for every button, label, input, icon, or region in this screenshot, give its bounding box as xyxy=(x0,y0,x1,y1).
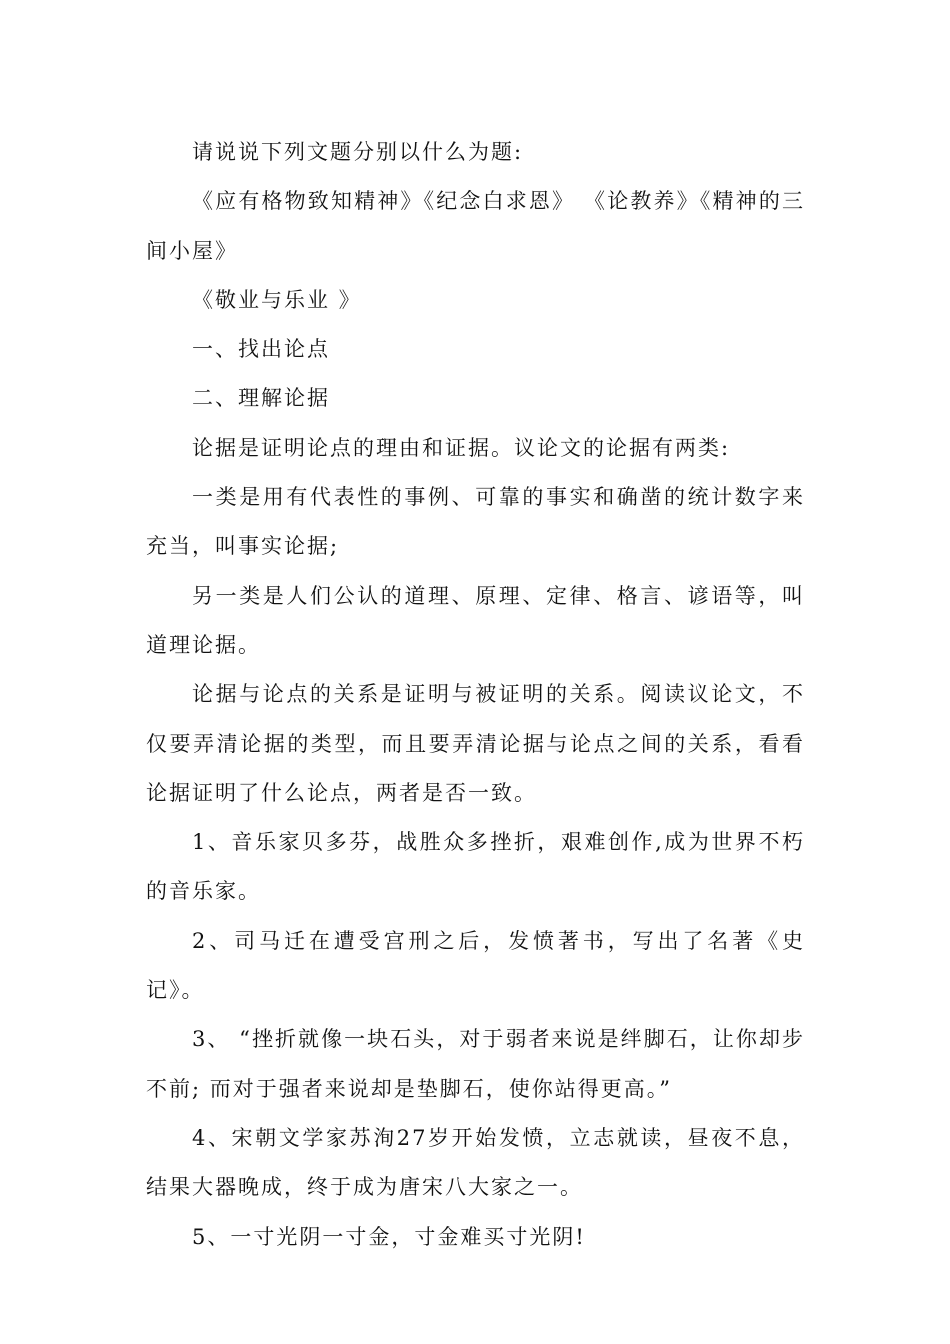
list-item-example-2: 2、司马迁在遭受宫刑之后，发愤著书，写出了名著《史记》。 xyxy=(146,928,805,1003)
paragraph-essay-titles: 《应有格物致知精神》《纪念白求恩》 《论教养》《精神的三间小屋》 xyxy=(146,189,805,263)
list-item-example-1: 1、音乐家贝多芬，战胜众多挫折，艰难创作,成为世界不朽的音乐家。 xyxy=(146,830,805,904)
section-heading-understand-evidence: 二、理解论据 xyxy=(192,386,330,411)
paragraph-question-intro: 请说说下列文题分别以什么为题: xyxy=(192,140,524,164)
paragraph-evidence-relationship: 论据与论点的关系是证明与被证明的关系。阅读议论文，不仅要弄清论据的类型，而且要弄清论据与论点之间的关系，看看论据证明了什么论点，两者是否一致。 xyxy=(146,682,805,805)
paragraph-essay-title-jingye: 《敬业与乐业 》 xyxy=(192,287,362,312)
paragraph-factual-evidence: 一类是用有代表性的事例、可靠的事实和确凿的统计数字来充当，叫事实论据; xyxy=(146,485,805,559)
list-item-example-4: 4、宋朝文学家苏洵27岁开始发愤，立志就读，昼夜不息，结果大器晚成，终于成为唐宋八大家之一。 xyxy=(146,1125,805,1200)
paragraph-reasoning-evidence: 另一类是人们公认的道理、原理、定律、格言、谚语等，叫道理论据。 xyxy=(146,583,805,657)
document-page xyxy=(146,128,805,1262)
section-heading-find-thesis: 一、找出论点 xyxy=(192,337,330,362)
paragraph-evidence-definition: 论据是证明论点的理由和证据。议论文的论据有两类: xyxy=(192,435,731,460)
list-item-example-5: 5、一寸光阴一寸金，寸金难买寸光阴! xyxy=(192,1224,586,1249)
list-item-example-3: 3、 “挫折就像一块石头，对于弱者来说是绊脚石，让你却步不前; 而对于强者来说却是垫脚石，使你站得更高。” xyxy=(146,1027,805,1101)
